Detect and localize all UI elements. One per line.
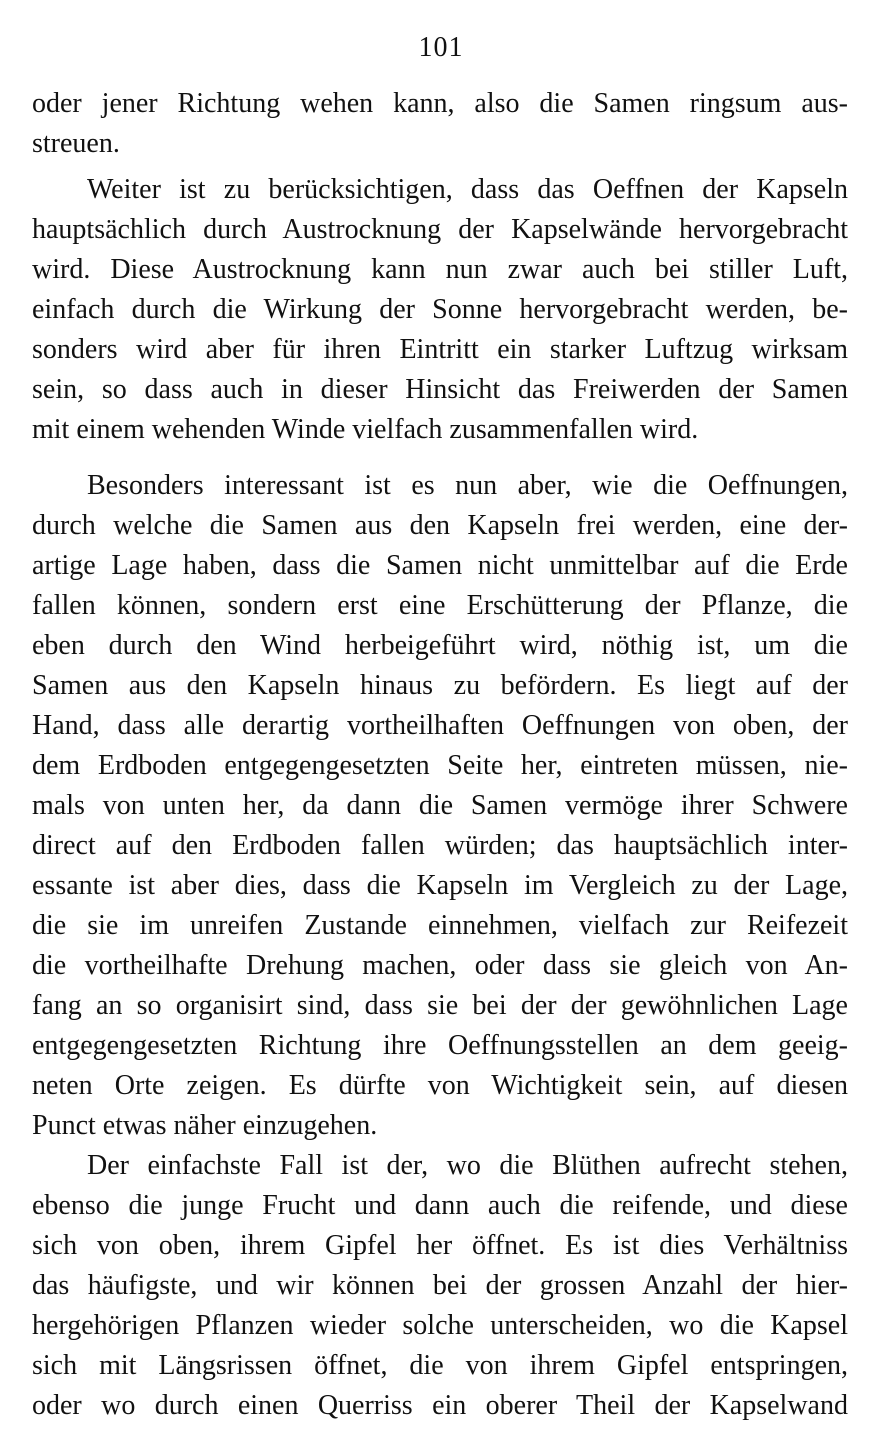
text-line: direct auf den Erdboden fallen würden; das hauptsächlich inter- — [32, 830, 848, 861]
text-line: streuen. — [32, 128, 120, 159]
text-line: oder wo durch einen Querriss ein oberer Theil der Kapselwand — [32, 1390, 848, 1421]
text-line: dem Erdboden entgegengesetzten Seite her, eintreten müssen, nie- — [32, 750, 848, 781]
text-line: neten Orte zeigen. Es dürfte von Wichtigkeit sein, auf diesen — [32, 1070, 848, 1101]
text-line: oder jener Richtung wehen kann, also die Samen ringsum aus- — [32, 88, 848, 119]
text-line: eben durch den Wind herbeigeführt wird, nöthig ist, um die — [32, 630, 848, 661]
text-line: sonders wird aber für ihren Eintritt ein starker Luftzug wirksam — [32, 334, 848, 365]
text-line: essante ist aber dies, dass die Kapseln im Vergleich zu der Lage, — [32, 870, 848, 901]
text-line: Weiter ist zu berücksichtigen, dass das Oeffnen der Kapseln — [87, 174, 848, 205]
paragraph-3 — [32, 466, 848, 1146]
paragraph-2 — [32, 170, 848, 450]
text-line: das häufigste, und wir können bei der grossen Anzahl der hier- — [32, 1270, 848, 1301]
text-line: Samen aus den Kapseln hinaus zu befördern. Es liegt auf der — [32, 670, 848, 701]
text-line: ebenso die junge Frucht und dann auch die reifende, und diese — [32, 1190, 848, 1221]
text-line: wird. Diese Austrocknung kann nun zwar auch bei stiller Luft, — [32, 254, 848, 285]
text-line: die vortheilhafte Drehung machen, oder dass sie gleich von An- — [32, 950, 848, 981]
text-line: durch welche die Samen aus den Kapseln frei werden, eine der- — [32, 510, 848, 541]
text-line: sich von oben, ihrem Gipfel her öffnet. Es ist dies Verhältniss — [32, 1230, 848, 1261]
text-line: sich mit Längsrissen öffnet, die von ihrem Gipfel entspringen, — [32, 1350, 848, 1381]
paragraph-4 — [32, 1146, 848, 1426]
text-line: entgegengesetzten Richtung ihre Oeffnungsstellen an dem geeig- — [32, 1030, 848, 1061]
text-line: Punct etwas näher einzugehen. — [32, 1110, 378, 1141]
text-line: Hand, dass alle derartig vortheilhaften Oeffnungen von oben, der — [32, 710, 848, 741]
text-line: fang an so organisirt sind, dass sie bei der der gewöhnlichen Lage — [32, 990, 848, 1021]
text-line: einfach durch die Wirkung der Sonne hervorgebracht werden, be- — [32, 294, 848, 325]
text-line: hergehörigen Pflanzen wieder solche unterscheiden, wo die Kapsel — [32, 1310, 848, 1341]
paragraph-1 — [32, 84, 848, 164]
text-line: artige Lage haben, dass die Samen nicht unmittelbar auf die Erde — [32, 550, 848, 581]
text-line: mals von unten her, da dann die Samen vermöge ihrer Schwere — [32, 790, 848, 821]
text-line: Der einfachste Fall ist der, wo die Blüthen aufrecht stehen, — [87, 1150, 848, 1181]
text-line: mit einem wehenden Winde vielfach zusammenfallen wird. — [32, 414, 699, 445]
text-line: fallen können, sondern erst eine Erschütterung der Pflanze, die — [32, 590, 848, 621]
page-number: 101 — [418, 32, 464, 63]
text-line: Besonders interessant ist es nun aber, wie die Oeffnungen, — [87, 470, 848, 501]
text-line: hauptsächlich durch Austrocknung der Kapselwände hervorgebracht — [32, 214, 848, 245]
text-line: die sie im unreifen Zustande einnehmen, vielfach zur Reifezeit — [32, 910, 848, 941]
text-line: sein, so dass auch in dieser Hinsicht das Freiwerden der Samen — [32, 374, 848, 405]
